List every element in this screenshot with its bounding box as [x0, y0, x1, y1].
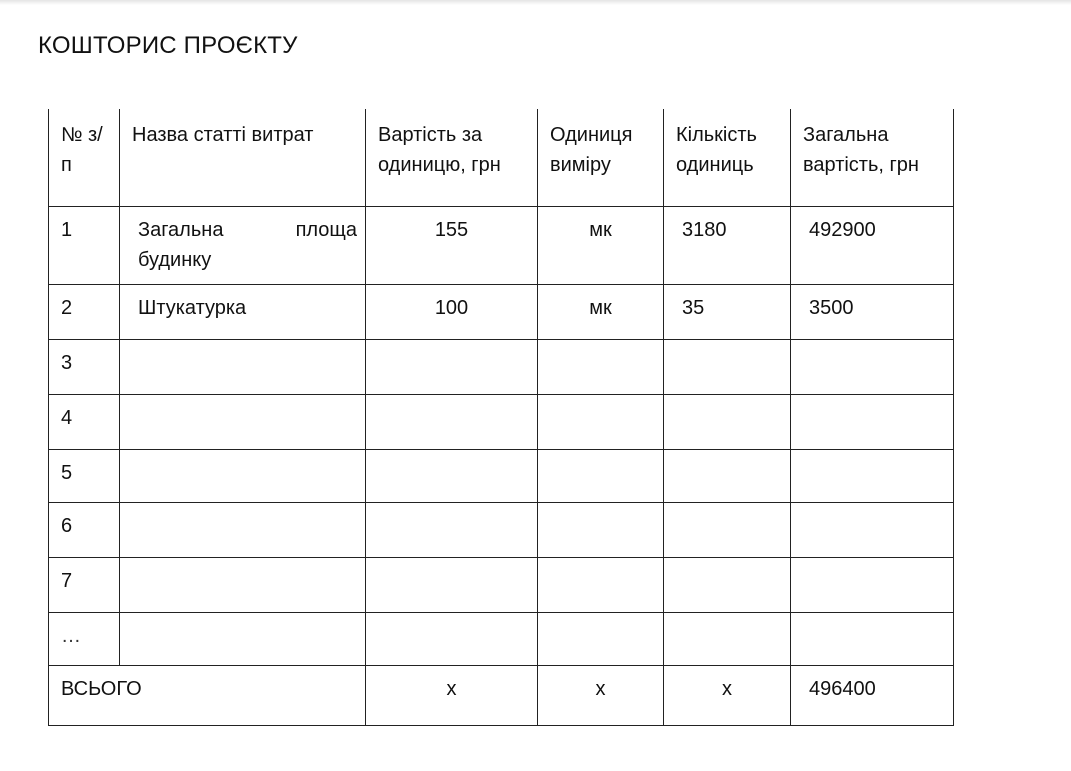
row-number: 5	[49, 449, 120, 502]
row-item-name	[120, 394, 366, 449]
table-row	[49, 502, 954, 557]
viewer-top-shadow	[0, 0, 1071, 5]
table-row	[49, 449, 954, 502]
table-row	[49, 612, 954, 665]
total-cost: 496400	[791, 665, 954, 725]
row-unit-price	[366, 502, 538, 557]
row-total-cost	[791, 339, 954, 394]
row-item-name	[120, 339, 366, 394]
row-total-cost: 3500	[791, 284, 954, 339]
table-row	[49, 394, 954, 449]
row-quantity	[664, 394, 791, 449]
row-quantity	[664, 449, 791, 502]
row-item-name: Штукатурка	[120, 284, 366, 339]
table-row	[49, 206, 954, 284]
row-unit: мк	[538, 284, 664, 339]
row-number: 4	[49, 394, 120, 449]
row-unit-price	[366, 394, 538, 449]
header-unit-price: Вартість за одиницю, грн	[366, 109, 538, 206]
row-item-name	[120, 502, 366, 557]
header-item-name: Назва статті витрат	[120, 109, 366, 206]
row-unit-price	[366, 612, 538, 665]
row-unit-price	[366, 449, 538, 502]
row-number: 1	[49, 206, 120, 284]
row-unit	[538, 449, 664, 502]
row-number: 3	[49, 339, 120, 394]
header-total-cost: Загальна вартість, грн	[791, 109, 954, 206]
row-quantity	[664, 612, 791, 665]
header-unit: Одиниця виміру	[538, 109, 664, 206]
row-item-name	[120, 612, 366, 665]
row-total-cost	[791, 502, 954, 557]
total-label: ВСЬОГО	[49, 665, 366, 725]
table-total-row	[49, 665, 954, 725]
row-unit	[538, 394, 664, 449]
row-unit-price: 100	[366, 284, 538, 339]
row-unit	[538, 557, 664, 612]
table-row	[49, 284, 954, 339]
row-number: 2	[49, 284, 120, 339]
row-unit	[538, 502, 664, 557]
row-quantity: 3180	[664, 206, 791, 284]
total-unit-price: х	[366, 665, 538, 725]
row-unit-price	[366, 339, 538, 394]
row-quantity	[664, 557, 791, 612]
total-unit: х	[538, 665, 664, 725]
row-number: 7	[49, 557, 120, 612]
row-number: …	[49, 612, 120, 665]
row-item-name	[120, 449, 366, 502]
table-header-row	[49, 109, 954, 206]
total-quantity: х	[664, 665, 791, 725]
row-total-cost	[791, 612, 954, 665]
header-number: № з/п	[49, 109, 120, 206]
row-quantity	[664, 339, 791, 394]
table-row	[49, 339, 954, 394]
estimate-table	[48, 109, 954, 726]
row-unit	[538, 339, 664, 394]
table-row	[49, 557, 954, 612]
header-quantity: Кількість одиниць	[664, 109, 791, 206]
row-number: 6	[49, 502, 120, 557]
row-unit-price	[366, 557, 538, 612]
row-total-cost: 492900	[791, 206, 954, 284]
row-quantity	[664, 502, 791, 557]
row-total-cost	[791, 394, 954, 449]
row-unit: мк	[538, 206, 664, 284]
row-item-name	[120, 557, 366, 612]
row-total-cost	[791, 557, 954, 612]
row-quantity: 35	[664, 284, 791, 339]
document-title: КОШТОРИС ПРОЄКТУ	[38, 32, 298, 59]
row-unit-price: 155	[366, 206, 538, 284]
row-item-name: Загальна площа будинку	[120, 206, 366, 284]
row-unit	[538, 612, 664, 665]
row-total-cost	[791, 449, 954, 502]
